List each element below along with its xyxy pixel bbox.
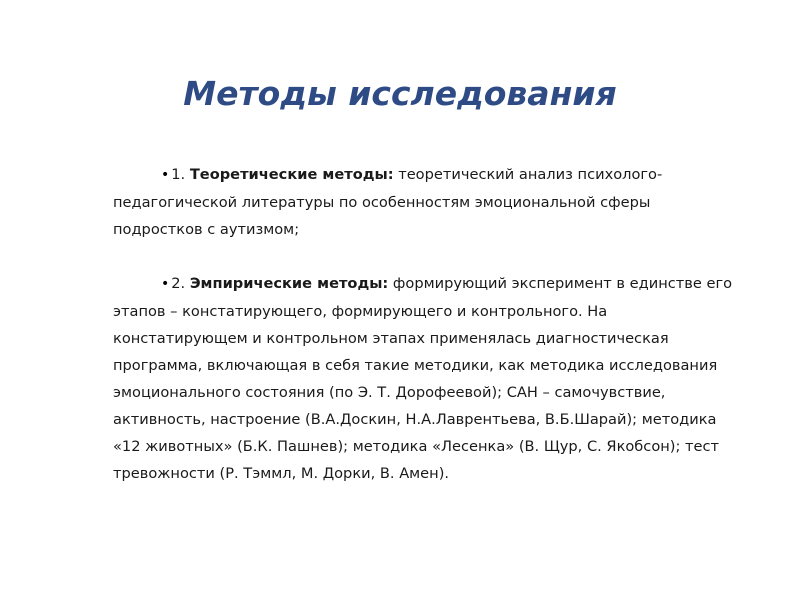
item-spacer: [113, 243, 733, 270]
bullet-icon: •: [161, 167, 170, 183]
list-item-theoretical: [113, 161, 733, 243]
item-label: Теоретические методы:: [189, 166, 394, 183]
slide-title: Методы исследования: [183, 74, 617, 113]
item-text: теоретический анализ психолого-педагогической литературы по особенностям эмоциональной сферы подростков с аутизмом;: [113, 166, 663, 238]
item-number: 2.: [171, 275, 190, 292]
item-label: Эмпирические методы:: [189, 275, 389, 292]
slide-content: [113, 161, 733, 487]
bullet-icon: •: [161, 276, 170, 292]
list-item-empirical: [113, 270, 733, 487]
item-text: формирующий эксперимент в единстве его этапов – констатирующего, формирующего и контрольного. На констатирующем и контрольном этапах применялась диагностическая программа, включающая в себя такие методики, как методика исследования эмоционального состояния (по Э. Т. Дорофеевой); САН – самочувствие, активность, настроение (В.А.Доскин, Н.А.Лаврентьева, В.Б.Шарай); методика «12 животных» (Б.К. Пашнев); методика «Лесенка» (В. Щур, С. Якобсон); тест тревожности (Р. Тэммл, М. Дорки, В. Амен).: [113, 275, 733, 482]
item-number: 1.: [171, 166, 190, 183]
